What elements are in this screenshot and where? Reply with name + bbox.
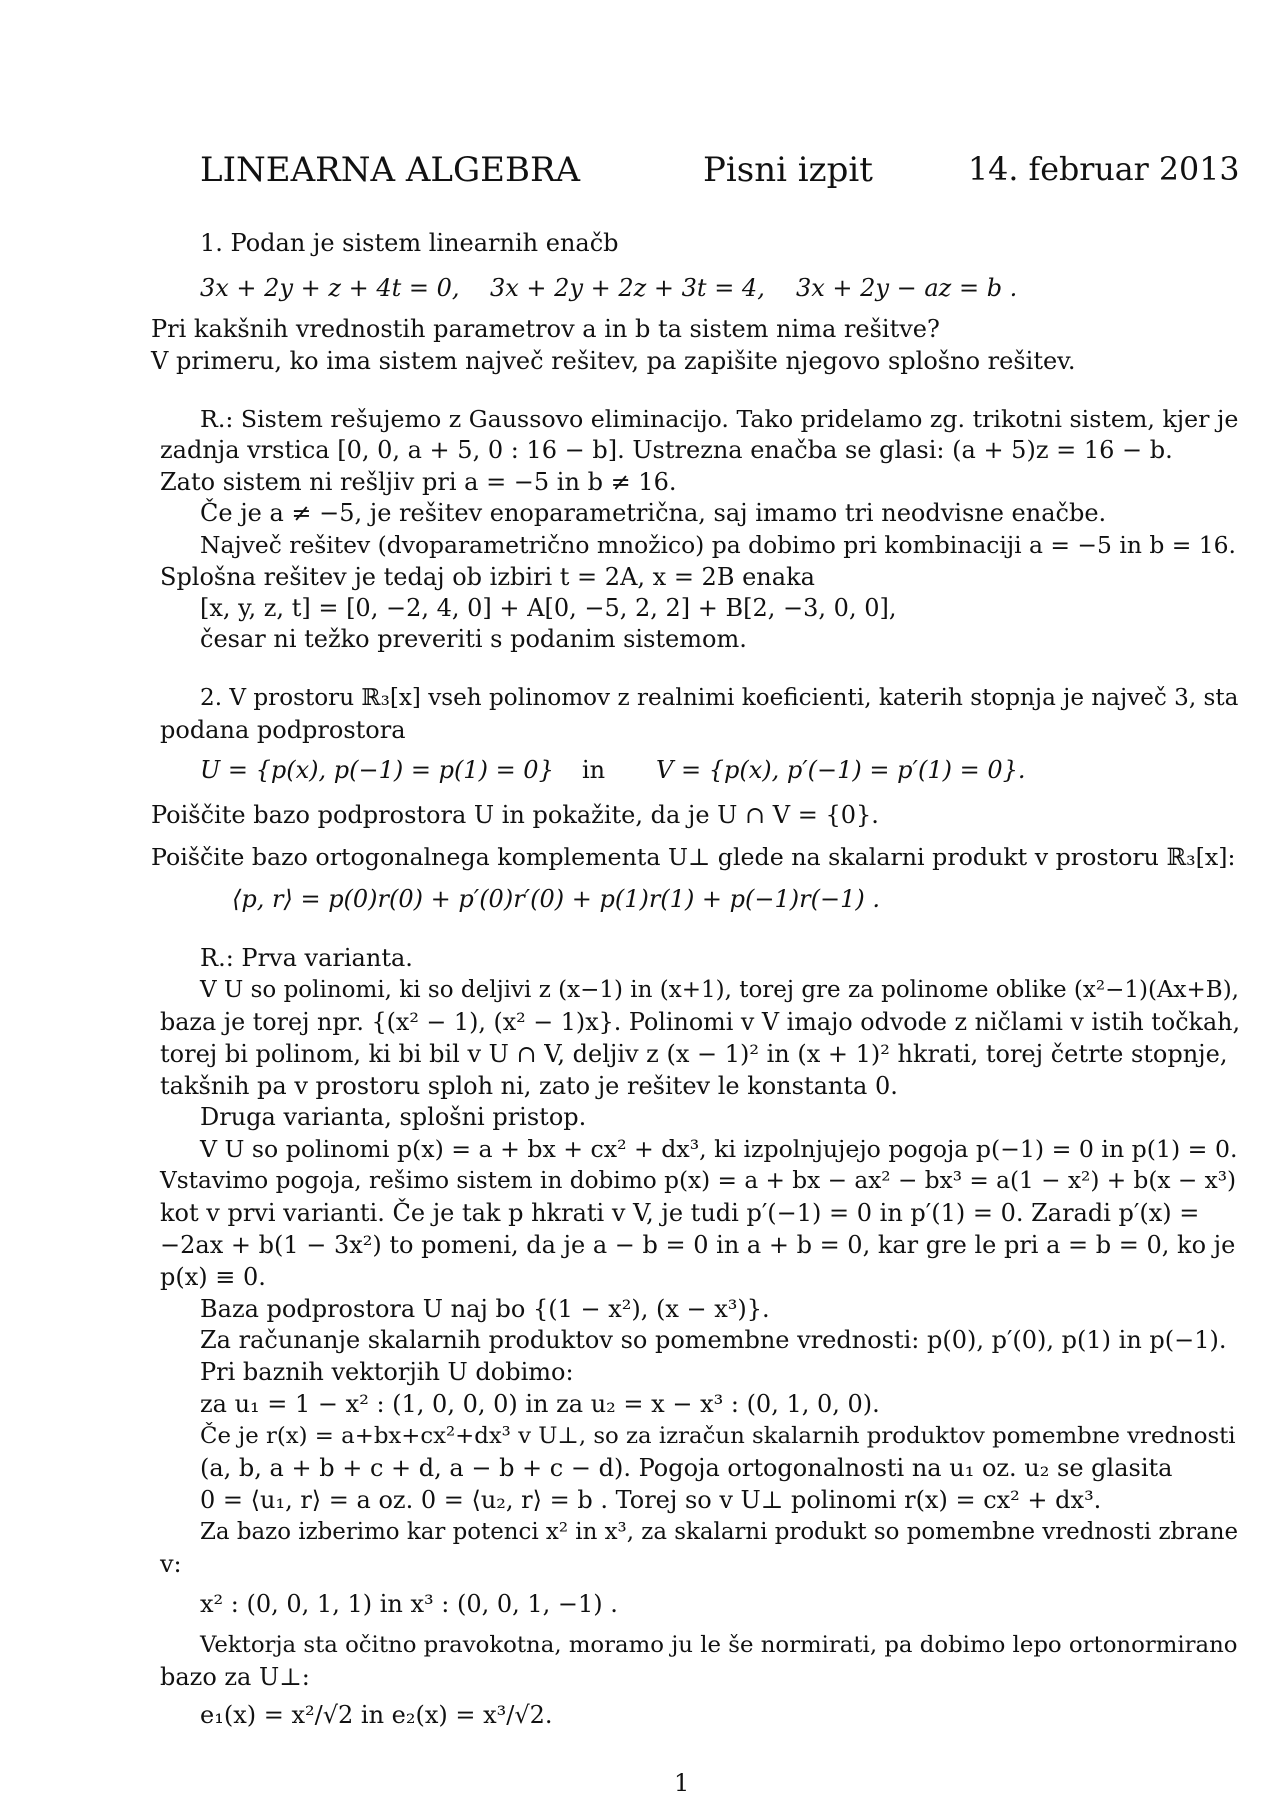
problem2-intro: 2. V prostoru ℝ₃[x] vseh polinomov z realnimi koeficienti, katerih stopnja je največ 3, sta [200,685,1239,711]
problem2-solution-line: R.: Prva varianta. [200,944,413,972]
page-number: 1 [674,1769,690,1797]
problem1-solution-line: [x, y, z, t] = [0, −2, 4, 0] + A[0, −5, 2, 2] + B[2, −3, 0, 0], [200,594,897,622]
problem2-solution-line: torej bi polinom, ki bi bil v U ∩ V, deljiv z (x − 1)² in (x + 1)² hkrati, torej četrte stopnje, [160,1040,1228,1068]
problem2-solution-line: V U so polinomi p(x) = a + bx + cx² + dx³, ki izpolnjujejo pogoja p(−1) = 0 in p(1) = 0. [200,1135,1238,1163]
problem1-solution-line: Če je a ≠ −5, je rešitev enoparametrična, saj imamo tri neodvisne enačbe. [200,499,1107,527]
problem2-set-v: V = {p(x), p′(−1) = p′(1) = 0}. [656,756,1026,784]
problem2-solution-line: baza je torej npr. {(x² − 1), (x² − 1)x}. Polinomi v V imajo odvode z ničlami v istih točkah, [160,1008,1241,1036]
problem2-solution-line: bazo za U⊥: [160,1663,310,1691]
exam-type: Pisni izpit [703,150,873,190]
problem2-solution-line: v: [160,1550,182,1578]
problem1-solution-line: Največ rešitev (dvoparametrično množico) pa dobimo pri kombinaciji a = −5 in b = 16. [200,531,1236,559]
problem2-solution-line: (a, b, a + b + c + d, a − b + c − d). Pogoja ortogonalnosti na u₁ oz. u₂ se glasita [200,1454,1173,1482]
problem2-conjunction: in [582,756,606,784]
problem2-solution-line: kot v prvi varianti. Če je tak p hkrati v V, je tudi p′(−1) = 0 in p′(1) = 0. Zaradi p′(x) = [160,1199,1200,1227]
problem2-solution-line: Baza podprostora U naj bo {(1 − x²), (x − x³)}. [200,1295,770,1323]
problem2-solution-line: Pri baznih vektorjih U dobimo: [200,1358,574,1386]
problem2-intro: podana podprostora [160,716,406,744]
problem2-solution-line: Za računanje skalarnih produktov so pomembne vrednosti: p(0), p′(0), p(1) in p(−1). [200,1326,1227,1354]
problem2-solution-line: takšnih pa v prostoru sploh ni, zato je rešitev le konstanta 0. [160,1072,898,1100]
problem1-solution-line: zadnja vrstica [0, 0, a + 5, 0 : 16 − b]. Ustrezna enačba se glasi: (a + 5)z = 16 − b. [160,436,1173,464]
problem2-solution-line: 0 = ⟨u₁, r⟩ = a oz. 0 = ⟨u₂, r⟩ = b . Torej so v U⊥ polinomi r(x) = cx² + dx³. [200,1486,1102,1514]
problem1-solution-line: Splošna rešitev je tedaj ob izbiri t = 2A, x = 2B enaka [160,563,815,591]
problem2-solution-line: za u₁ = 1 − x² : (1, 0, 0, 0) in za u₂ = x − x³ : (0, 1, 0, 0). [200,1390,880,1418]
problem2-solution-line: e₁(x) = x²/√2 in e₂(x) = x³/√2. [200,1701,553,1729]
problem2-set-u: U = {p(x), p(−1) = p(1) = 0} [200,756,554,784]
problem1-question2: V primeru, ko ima sistem največ rešitev, pa zapišite njegovo splošno rešitev. [151,347,1076,375]
problem1-solution-line: Zato sistem ni rešljiv pri a = −5 in b ≠ 16. [160,468,677,496]
exam-date: 14. februar 2013 [968,152,1240,188]
problem2-task2: Poiščite bazo ortogonalnega komplementa U⊥ glede na skalarni produkt v prostoru ℝ₃[x]: [151,843,1236,871]
course-title: LINEARNA ALGEBRA [200,150,581,190]
problem1-eq3: 3x + 2y − az = b . [796,274,1018,302]
problem1-solution-line: česar ni težko preveriti s podanim sistemom. [200,625,747,653]
problem1-question1: Pri kakšnih vrednostih parametrov a in b ta sistem nima rešitve? [151,315,940,343]
problem2-solution-line: −2ax + b(1 − 3x²) to pomeni, da je a − b = 0 in a + b = 0, kar gre le pri a = b = 0, ko je [160,1231,1236,1259]
problem2-task1: Poiščite bazo podprostora U in pokažite, da je U ∩ V = {0}. [151,801,879,829]
problem1-intro: 1. Podan je sistem linearnih enačb [200,229,619,257]
problem2-solution-line: Vektorja sta očitno pravokotna, moramo ju le še normirati, pa dobimo lepo ortonormirano [200,1632,1238,1658]
problem2-solution-line: x² : (0, 0, 1, 1) in x³ : (0, 0, 1, −1) . [200,1590,618,1618]
problem1-solution-line: R.: Sistem rešujemo z Gaussovo eliminacijo. Tako pridelamo zg. trikotni sistem, kjer je [200,405,1239,433]
problem2-solution-line: p(x) ≡ 0. [160,1263,266,1291]
problem2-solution-line: Druga varianta, splošni pristop. [200,1103,587,1131]
problem2-solution-line: Če je r(x) = a+bx+cx²+dx³ v U⊥, so za izračun skalarnih produktov pomembne vrednosti [200,1423,1236,1449]
problem2-solution-line: V U so polinomi, ki so deljivi z (x−1) in (x+1), torej gre za polinome oblike (x²−1)(Ax+B), [200,977,1239,1003]
problem2-solution-line: Za bazo izberimo kar potenci x² in x³, za skalarni produkt so pomembne vrednosti zbrane [200,1519,1239,1545]
problem2-solution-line: Vstavimo pogoja, rešimo sistem in dobimo p(x) = a + bx − ax² − bx³ = a(1 − x²) + b(x − x³) [160,1167,1237,1194]
problem1-eq2: 3x + 2y + 2z + 3t = 4, [490,274,765,302]
problem1-eq1: 3x + 2y + z + 4t = 0, [200,274,460,302]
problem2-inner-product: ⟨p, r⟩ = p(0)r(0) + p′(0)r′(0) + p(1)r(1) + p(−1)r(−1) . [232,885,880,913]
